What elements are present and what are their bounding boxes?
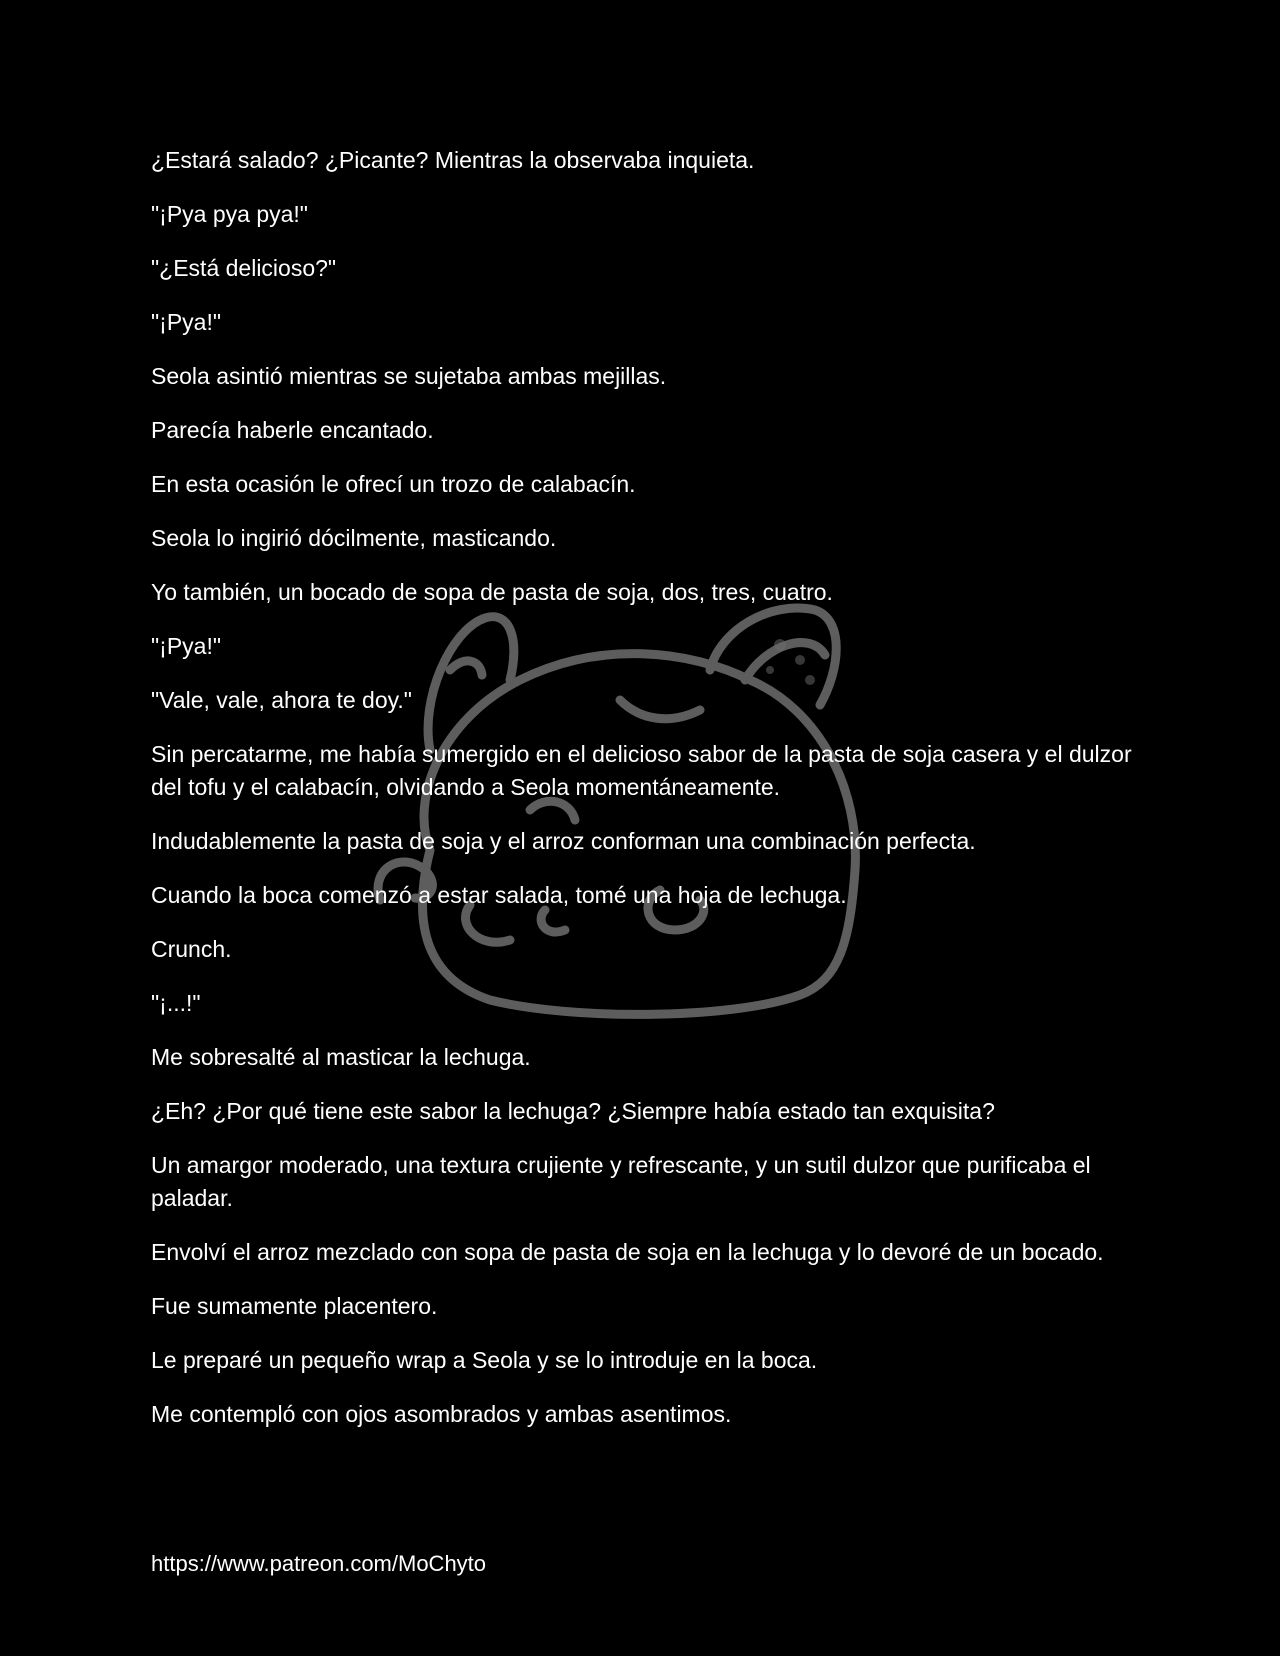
paragraph: "Vale, vale, ahora te doy." — [151, 687, 412, 713]
paragraph: Fue sumamente placentero. — [151, 1293, 438, 1319]
paragraph: ¿Eh? ¿Por qué tiene este sabor la lechuga? ¿Siempre había estado tan exquisita? — [151, 1098, 995, 1124]
paragraph: Crunch. — [151, 936, 232, 962]
patreon-link[interactable]: https://www.patreon.com/MoChyto — [151, 1551, 487, 1576]
paragraph: Me contempló con ojos asombrados y ambas asentimos. — [151, 1401, 732, 1427]
paragraph: Envolví el arroz mezclado con sopa de pasta de soja en la lechuga y lo devoré de un bocado. — [151, 1239, 1104, 1265]
paragraph: "¿Está delicioso?" — [151, 255, 337, 281]
paragraph: Sin percatarme, me había sumergido en el delicioso sabor de la pasta de soja casera y el dulzor del tofu y el calabacín, olvidando a Seola momentáneamente. — [151, 741, 1132, 800]
paragraph: ¿Estará salado? ¿Picante? Mientras la observaba inquieta. — [151, 147, 755, 173]
paragraph: Le preparé un pequeño wrap a Seola y se lo introduje en la boca. — [151, 1347, 818, 1373]
paragraph: "¡Pya pya pya!" — [151, 201, 308, 227]
paragraph: Parecía haberle encantado. — [151, 417, 434, 443]
paragraph: Cuando la boca comenzó a estar salada, tomé una hoja de lechuga. — [151, 882, 847, 908]
story-text — [151, 144, 1141, 1452]
paragraph: Yo también, un bocado de sopa de pasta de soja, dos, tres, cuatro. — [151, 579, 833, 605]
paragraph: "¡Pya!" — [151, 633, 222, 659]
paragraph: En esta ocasión le ofrecí un trozo de calabacín. — [151, 471, 636, 497]
paragraph: Seola asintió mientras se sujetaba ambas mejillas. — [151, 363, 667, 389]
paragraph: Un amargor moderado, una textura crujiente y refrescante, y un sutil dulzor que purificaba el paladar. — [151, 1152, 1091, 1211]
paragraph: Seola lo ingirió dócilmente, masticando. — [151, 525, 557, 551]
paragraph: "¡Pya!" — [151, 309, 222, 335]
paragraph: Me sobresalté al masticar la lechuga. — [151, 1044, 531, 1070]
paragraph: "¡...!" — [151, 990, 201, 1016]
paragraph: Indudablemente la pasta de soja y el arroz conforman una combinación perfecta. — [151, 828, 976, 854]
